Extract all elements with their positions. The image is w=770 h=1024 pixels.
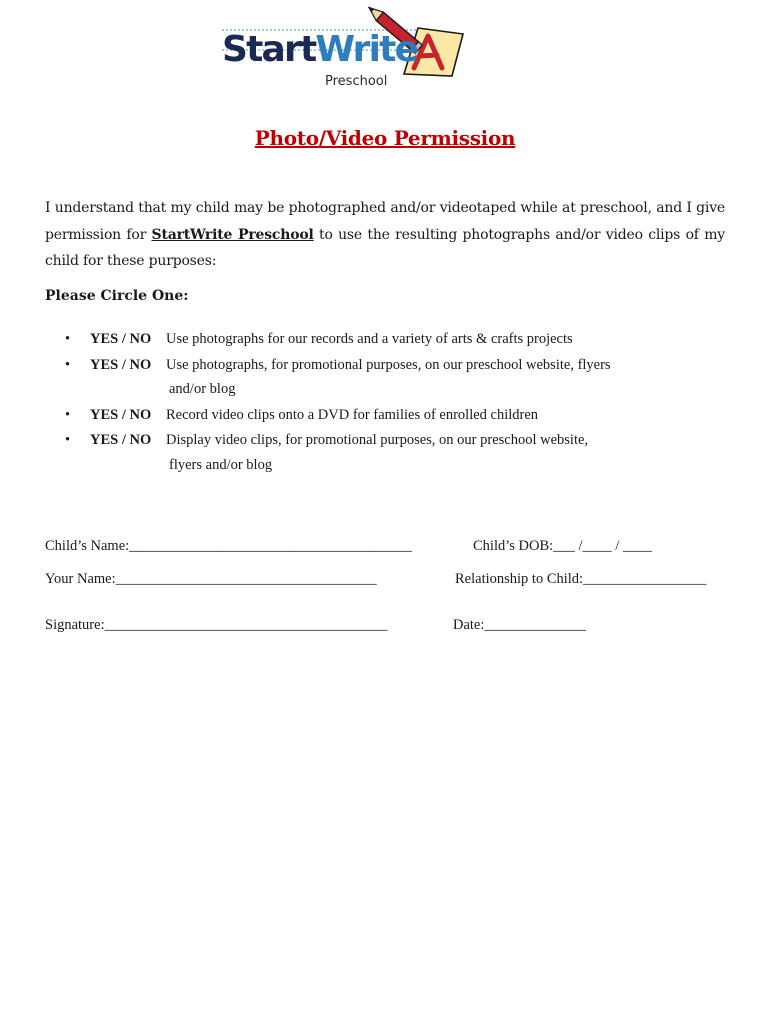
intro-text-before: I understand that my child may be photographed and/or videotaped while at preschool, and I give permission for [45, 200, 725, 243]
bullet-icon: • [65, 356, 71, 373]
option-description: Use photographs, for promotional purposes, on our preschool website, flyers [166, 356, 611, 373]
logo-brand-name: StartWrite [222, 29, 418, 70]
child-dob-field[interactable]: Child’s DOB:___ /____ / ____ [473, 538, 652, 554]
permission-options-list [45, 327, 685, 478]
signature-field[interactable]: Signature:_______________________________________ [45, 617, 388, 633]
option-description: Use photographs for our records and a variety of arts & crafts projects [166, 331, 573, 347]
option-item [45, 428, 685, 477]
school-name: StartWrite Preschool [151, 226, 314, 243]
your-name-field[interactable]: Your Name:____________________________________ [45, 571, 377, 587]
child-name-field[interactable]: Child’s Name:_______________________________________ [45, 538, 412, 554]
option-item [45, 327, 685, 352]
startwrite-logo [218, 6, 473, 96]
yes-no-choice[interactable]: YES / NO [90, 432, 152, 448]
circle-one-heading: Please Circle One: [45, 288, 189, 304]
option-description: Display video clips, for promotional purposes, on our preschool website, [166, 432, 589, 448]
yes-no-choice[interactable]: YES / NO [90, 331, 152, 347]
intro-paragraph [45, 195, 725, 275]
option-description-continued: flyers and/or blog [169, 456, 273, 473]
option-description-continued: and/or blog [169, 381, 236, 397]
option-item [45, 353, 685, 402]
yes-no-choice[interactable]: YES / NO [90, 356, 152, 373]
bullet-icon: • [65, 432, 71, 448]
intro-text-after: to use the resulting photographs and/or video clips of my child for these purposes: [45, 226, 725, 269]
relationship-field[interactable]: Relationship to Child:_________________ [455, 571, 707, 587]
bullet-icon: • [65, 331, 71, 347]
yes-no-choice[interactable]: YES / NO [90, 406, 152, 423]
date-field[interactable]: Date:______________ [453, 617, 586, 633]
bullet-icon: • [65, 406, 71, 423]
option-description: Record video clips onto a DVD for families of enrolled children [166, 406, 539, 423]
logo-subtitle: Preschool [325, 74, 388, 89]
option-item [45, 403, 685, 428]
page-title: Photo/Video Permission [254, 126, 516, 150]
